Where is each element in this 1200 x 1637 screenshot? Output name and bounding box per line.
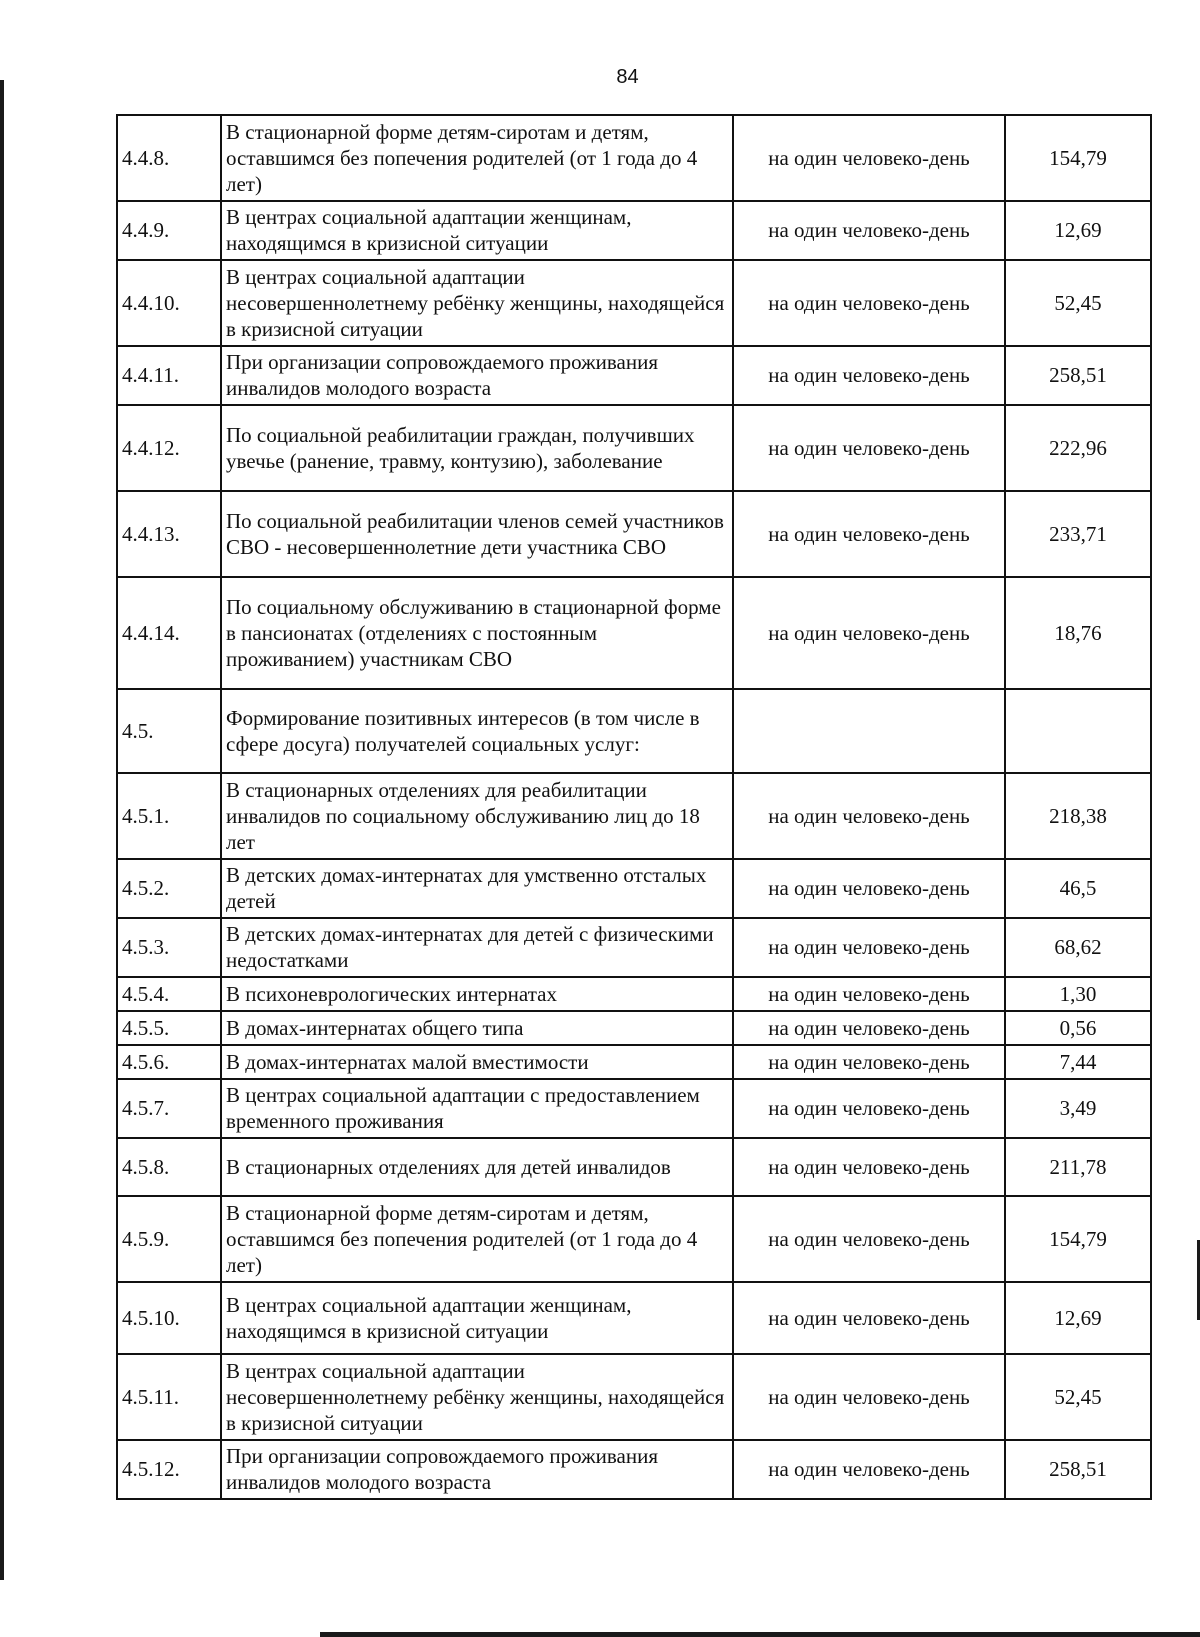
row-name: В домах-интернатах малой вместимости — [221, 1045, 733, 1079]
row-value: 258,51 — [1005, 346, 1151, 405]
scan-edge-left — [0, 80, 4, 1580]
row-code: 4.5.8. — [117, 1138, 221, 1196]
row-value: 68,62 — [1005, 918, 1151, 977]
table-row — [117, 260, 1151, 346]
row-name: В стационарных отделениях для детей инвалидов — [221, 1138, 733, 1196]
row-unit: на один человеко-день — [733, 1196, 1005, 1282]
row-code: 4.4.9. — [117, 201, 221, 260]
table-row — [117, 115, 1151, 201]
row-code: 4.4.11. — [117, 346, 221, 405]
row-value: 0,56 — [1005, 1011, 1151, 1045]
row-code: 4.4.13. — [117, 491, 221, 577]
row-name: В центрах социальной адаптации женщинам, находящимся в кризисной ситуации — [221, 201, 733, 260]
table-row — [117, 491, 1151, 577]
table-row — [117, 1045, 1151, 1079]
row-name: В стационарной форме детям-сиротам и детям, оставшимся без попечения родителей (от 1 года до 4 лет) — [221, 1196, 733, 1282]
table-row — [117, 1440, 1151, 1499]
row-name: В центрах социальной адаптации с предоставлением временного проживания — [221, 1079, 733, 1138]
row-unit: на один человеко-день — [733, 1045, 1005, 1079]
row-value: 1,30 — [1005, 977, 1151, 1011]
table-row — [117, 1354, 1151, 1440]
table-row — [117, 1138, 1151, 1196]
row-value: 222,96 — [1005, 405, 1151, 491]
row-unit: на один человеко-день — [733, 1138, 1005, 1196]
scan-edge-bottom — [320, 1632, 1200, 1637]
row-value: 46,5 — [1005, 859, 1151, 918]
row-unit: на один человеко-день — [733, 577, 1005, 689]
tariff-table — [116, 114, 1152, 1500]
row-unit: на один человеко-день — [733, 346, 1005, 405]
row-name: В детских домах-интернатах для умственно отсталых детей — [221, 859, 733, 918]
row-name: При организации сопровождаемого проживания инвалидов молодого возраста — [221, 346, 733, 405]
row-value: 12,69 — [1005, 201, 1151, 260]
row-unit: на один человеко-день — [733, 773, 1005, 859]
row-code: 4.5.10. — [117, 1282, 221, 1354]
row-value: 233,71 — [1005, 491, 1151, 577]
row-name: В центрах социальной адаптации несовершеннолетнему ребёнку женщины, находящейся в кризисной ситуации — [221, 1354, 733, 1440]
row-value: 52,45 — [1005, 260, 1151, 346]
row-name: В стационарной форме детям-сиротам и детям, оставшимся без попечения родителей (от 1 года до 4 лет) — [221, 115, 733, 201]
row-unit: на один человеко-день — [733, 260, 1005, 346]
row-name: При организации сопровождаемого проживания инвалидов молодого возраста — [221, 1440, 733, 1499]
table-row — [117, 773, 1151, 859]
table-row — [117, 859, 1151, 918]
table-row — [117, 689, 1151, 773]
table-row — [117, 1282, 1151, 1354]
row-unit: на один человеко-день — [733, 977, 1005, 1011]
row-unit — [733, 689, 1005, 773]
row-code: 4.5.3. — [117, 918, 221, 977]
row-name: В домах-интернатах общего типа — [221, 1011, 733, 1045]
row-value: 154,79 — [1005, 1196, 1151, 1282]
row-name: По социальному обслуживанию в стационарной форме в пансионатах (отделениях с постоянным проживанием) участникам СВО — [221, 577, 733, 689]
row-code: 4.5.2. — [117, 859, 221, 918]
page-number: 84 — [616, 66, 639, 88]
table-row — [117, 1011, 1151, 1045]
row-name: В центрах социальной адаптации несовершеннолетнему ребёнку женщины, находящейся в кризисной ситуации — [221, 260, 733, 346]
row-code: 4.4.8. — [117, 115, 221, 201]
table-row — [117, 201, 1151, 260]
row-code: 4.5.9. — [117, 1196, 221, 1282]
row-unit: на один человеко-день — [733, 201, 1005, 260]
row-name: По социальной реабилитации граждан, получивших увечье (ранение, травму, контузию), заболевание — [221, 405, 733, 491]
table-row — [117, 577, 1151, 689]
table-row — [117, 346, 1151, 405]
table-row — [117, 977, 1151, 1011]
row-code: 4.5.7. — [117, 1079, 221, 1138]
row-name: В центрах социальной адаптации женщинам, находящимся в кризисной ситуации — [221, 1282, 733, 1354]
table-row — [117, 1079, 1151, 1138]
table-row — [117, 1196, 1151, 1282]
row-unit: на один человеко-день — [733, 1079, 1005, 1138]
row-value: 18,76 — [1005, 577, 1151, 689]
row-code: 4.5.4. — [117, 977, 221, 1011]
row-value: 52,45 — [1005, 1354, 1151, 1440]
row-value: 218,38 — [1005, 773, 1151, 859]
table-row — [117, 405, 1151, 491]
row-code: 4.5.6. — [117, 1045, 221, 1079]
row-unit: на один человеко-день — [733, 1011, 1005, 1045]
row-name: По социальной реабилитации членов семей участников СВО - несовершеннолетние дети участника СВО — [221, 491, 733, 577]
row-unit: на один человеко-день — [733, 115, 1005, 201]
row-code: 4.4.12. — [117, 405, 221, 491]
row-value: 258,51 — [1005, 1440, 1151, 1499]
row-value: 3,49 — [1005, 1079, 1151, 1138]
row-value: 211,78 — [1005, 1138, 1151, 1196]
row-name: В детских домах-интернатах для детей с физическими недостатками — [221, 918, 733, 977]
row-code: 4.5.1. — [117, 773, 221, 859]
row-value: 7,44 — [1005, 1045, 1151, 1079]
row-code: 4.5. — [117, 689, 221, 773]
row-name: В стационарных отделениях для реабилитации инвалидов по социальному обслуживанию лиц до 18 лет — [221, 773, 733, 859]
row-value — [1005, 689, 1151, 773]
row-code: 4.4.14. — [117, 577, 221, 689]
row-code: 4.5.11. — [117, 1354, 221, 1440]
row-unit: на один человеко-день — [733, 1354, 1005, 1440]
table-row — [117, 918, 1151, 977]
row-unit: на один человеко-день — [733, 859, 1005, 918]
row-unit: на один человеко-день — [733, 405, 1005, 491]
row-value: 12,69 — [1005, 1282, 1151, 1354]
row-value: 154,79 — [1005, 115, 1151, 201]
row-unit: на один человеко-день — [733, 1440, 1005, 1499]
row-name: Формирование позитивных интересов (в том числе в сфере досуга) получателей социальных услуг: — [221, 689, 733, 773]
row-name: В психоневрологических интернатах — [221, 977, 733, 1011]
row-code: 4.5.5. — [117, 1011, 221, 1045]
row-code: 4.4.10. — [117, 260, 221, 346]
row-code: 4.5.12. — [117, 1440, 221, 1499]
row-unit: на один человеко-день — [733, 491, 1005, 577]
row-unit: на один человеко-день — [733, 918, 1005, 977]
row-unit: на один человеко-день — [733, 1282, 1005, 1354]
